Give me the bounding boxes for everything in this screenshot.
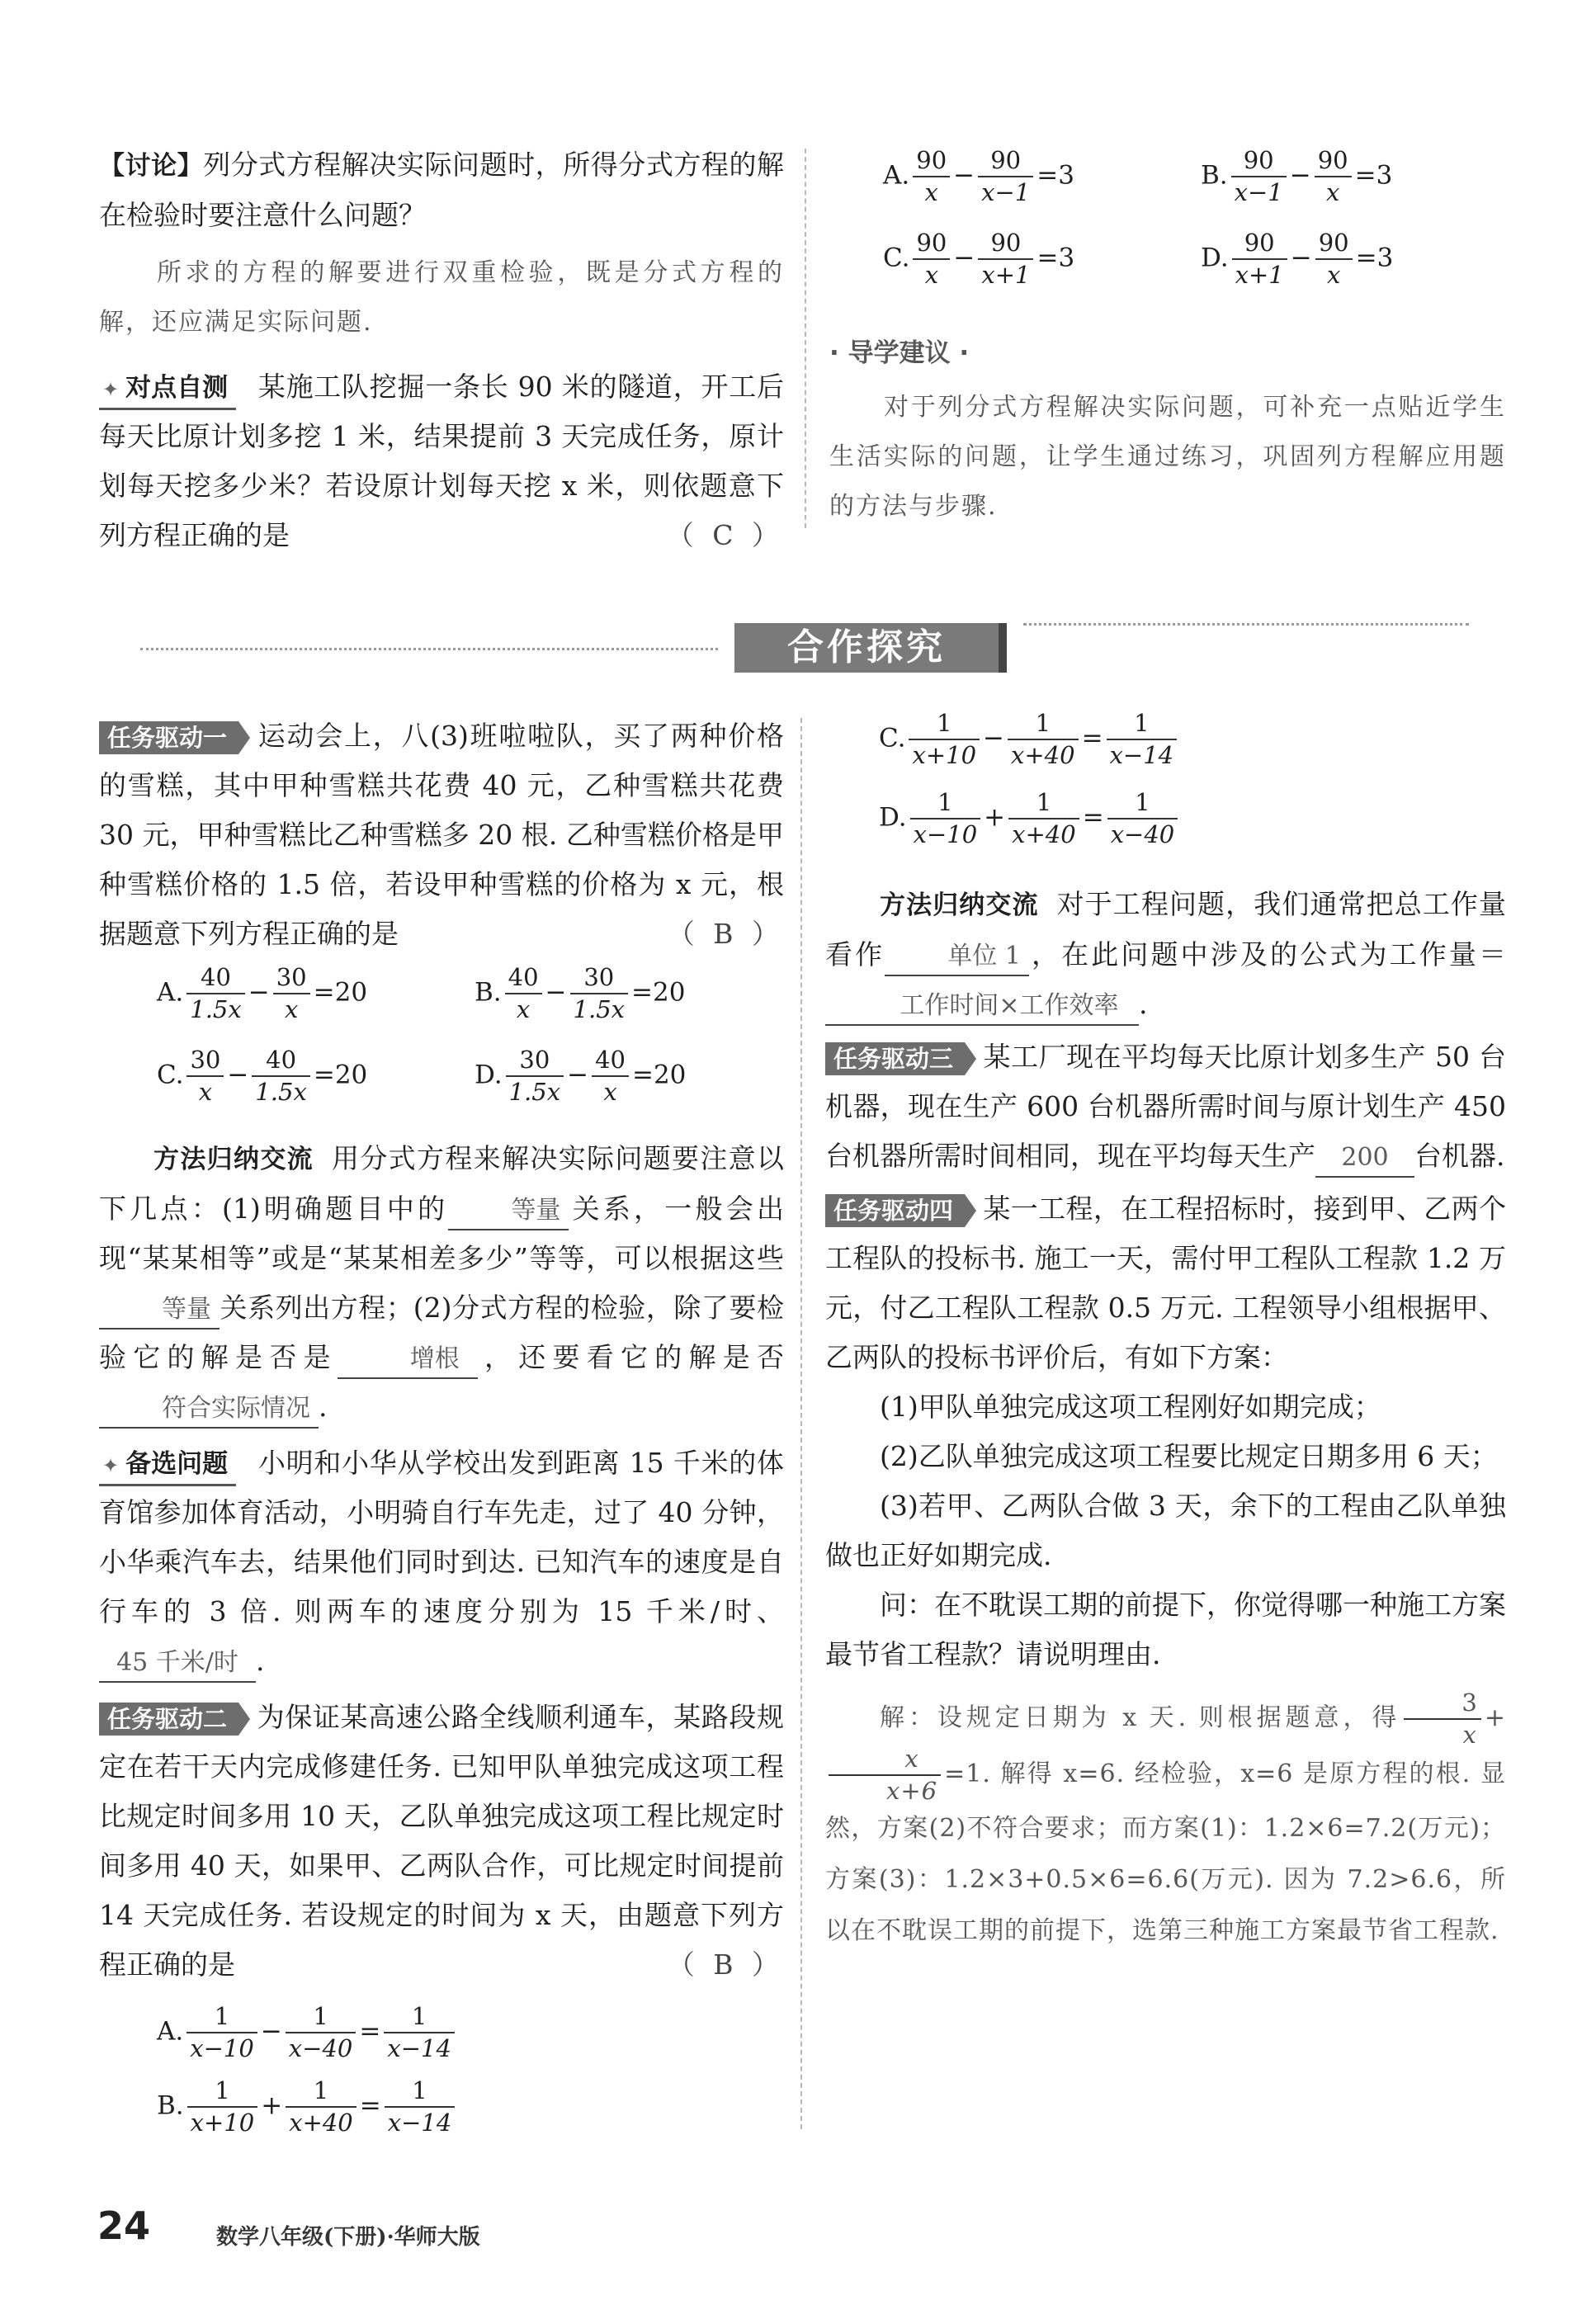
selftest-options-row1 [829, 146, 1506, 231]
task3: 任务驱动三 某工厂现在平均每天比原计划多生产 50 台机器，现在生产 600 台机器所需时间与原计划生产 450 台机器所需时间相同，现在平均每天生产 200 台机器. [825, 1032, 1506, 1181]
task2-option-a: A. $\frac{1}{x-10}$ − $\frac{1}{x-40}$ = $\frac{1}{x-14}$ [99, 2005, 784, 2079]
main-left-column [99, 711, 784, 2153]
task4-plan1: (1)甲队单独完成这项工程刚好如期完成； [880, 1391, 1381, 1423]
selftest-option-d: D. $\frac{90}{x+1}$ − $\frac{90}{x}$ =3 [1201, 229, 1394, 289]
task4-text: 某一工程，在工程招标时，接到甲、乙两个工程队的投标书. 施工一天，需付甲工程队工程款 1.2 万元，付乙工程队工程款 0.5 万元. 工程领导小组根据甲、乙两队的投标书评价后，有如下方案： [825, 1193, 1506, 1373]
task4-question: 问：在不耽误工期的前提下，你觉得哪一种施工方案最节省工程款？请说明理由. [825, 1589, 1506, 1670]
selftest-options-row2 [829, 231, 1506, 314]
top-right-column [829, 146, 1506, 531]
selftest-answer: （ C ） [666, 519, 784, 551]
task1-option-d: D. $\frac{30}{1.5x}$ − $\frac{40}{x}$ =20 [475, 1046, 687, 1106]
task4-plan2: (2)乙队单独完成这项工程要比规定日期多用 6 天； [880, 1440, 1498, 1472]
task2-label: 任务驱动二 [99, 1703, 238, 1736]
page-number: 24 [97, 2203, 151, 2248]
task1-label: 任务驱动一 [99, 721, 238, 754]
task1-option-a: A. $\frac{40}{1.5x}$ − $\frac{30}{x}$ =20 [157, 963, 368, 1023]
star-icon: ✦ [102, 378, 120, 401]
task2-options-left [99, 2002, 784, 2153]
task2-answer: （ B ） [667, 1948, 784, 1981]
discussion-question: 列分式方程解决实际问题时，所得分式方程的解在检验时要注意什么问题？ [99, 149, 785, 231]
column-divider-main [800, 718, 802, 2129]
selftest-option-a: A. $\frac{90}{x}$ − $\frac{90}{x-1}$ =3 [883, 146, 1074, 206]
backup-blank: 45 千米/时 [99, 1645, 256, 1683]
backup-label: ✦ 备选问题 [99, 1446, 236, 1486]
task1-text: 运动会上，八(3)班啦啦队，买了两种价格的雪糕，其中甲种雪糕共花费 40 元，乙种雪糕共花费 30 元，甲种雪糕比乙种雪糕多 20 根. 乙种雪糕价格是甲种雪糕价格的 1.5 倍，若设甲种雪糕的价格为 x 元，根据题意下列方程正确的是 [99, 720, 784, 950]
selftest-text: 某施工队挖掘一条长 90 米的隧道，开工后每天比原计划多挖 1 米，结果提前 3 天完成任务，原计划每天挖多少米？若设原计划每天挖 x 米，则依题意下列方程正确的是 [99, 371, 784, 551]
star-icon: ✦ [102, 1454, 120, 1477]
task1-options-row2 [99, 1048, 784, 1131]
column-divider-top [805, 149, 806, 528]
task2-options-right [825, 711, 1506, 870]
section-header [140, 623, 1477, 673]
selftest-option-b: B. $\frac{90}{x-1}$ − $\frac{90}{x}$ =3 [1201, 146, 1393, 206]
selftest-option-c: C. $\frac{90}{x}$ − $\frac{90}{x+1}$ =3 [883, 229, 1075, 289]
method1-blank4: 符合实际情况 [99, 1391, 319, 1429]
task1 [99, 711, 784, 959]
method1-blank1: 等量 [448, 1193, 569, 1230]
task2 [99, 1693, 784, 1990]
task4-label: 任务驱动四 [825, 1194, 965, 1227]
method2-label: 方法归纳交流 [880, 890, 1039, 920]
backup: ✦ 备选问题 小明和小华从学校出发到距离 15 千米的体育馆参加体育活动，小明骑自行车先走，过了 40 分钟，小华乘汽车去，结果他们同时到达. 已知汽车的速度是自行车的 3 倍. 则两车的速度分别为 15 千米/时、45 千米/时 . [99, 1438, 784, 1686]
method1: 方法归纳交流 用分式方程来解决实际问题要注意以下几点：(1)明确题目中的 等量 关系，一般会出现“某某相等”或是“某某相差多少”等等，可以根据这些等量 关系列出方程；(2)分式方程的检验，除了要检验它的解是否是 增根 ，还要看它的解是否符合实际情况 . [99, 1134, 784, 1432]
method2-blank2: 工作时间×工作效率 [825, 988, 1139, 1026]
discussion [99, 140, 784, 240]
task3-blank: 200 [1315, 1140, 1414, 1178]
top-left-column [99, 140, 784, 560]
task1-answer: （ B ） [667, 918, 784, 950]
task1-option-c: C. $\frac{30}{x}$ − $\frac{40}{1.5x}$ =20 [157, 1046, 368, 1106]
section-line-right [1023, 623, 1469, 626]
selftest-label: ✦ 对点自测 [99, 370, 236, 410]
method1-label: 方法归纳交流 [153, 1145, 314, 1174]
discussion-answer: 所求的方程的解要进行双重检验，既是分式方程的解，还应满足实际问题. [99, 258, 784, 337]
task1-option-b: B. $\frac{40}{x}$ − $\frac{30}{1.5x}$ =20 [475, 963, 686, 1023]
selftest [99, 362, 784, 560]
task3-text: 某工厂现在平均每天比原计划多生产 50 台机器，现在生产 600 台机器所需时间与原计划生产 450 台机器所需时间相同，现在平均每天生产 [825, 1041, 1506, 1172]
method1-blank3: 增根 [338, 1341, 478, 1379]
task2-option-d: D. $\frac{1}{x-10}$ + $\frac{1}{x+40}$ = $\frac{1}{x-40}$ [825, 791, 1506, 870]
task3-label: 任务驱动三 [825, 1042, 965, 1075]
task1-options-row1 [99, 963, 784, 1048]
task2-option-c: C. $\frac{1}{x+10}$ − $\frac{1}{x+40}$ = $\frac{1}{x-14}$ [825, 711, 1506, 791]
method1-blank2: 等量 [99, 1292, 220, 1330]
task4-plan3: (3)若甲、乙两队合做 3 天，余下的工程由乙队单独做也正好如期完成. [825, 1490, 1506, 1571]
discussion-tag: 【讨论】 [99, 151, 204, 181]
method2-blank1: 单位 1 [885, 938, 1029, 976]
guide-text: 对于列分式方程解决实际问题，可补充一点贴近学生生活实际的问题，让学生通过练习，巩固列方程解应用题的方法与步骤. [829, 393, 1506, 521]
task2-option-b: B. $\frac{1}{x+10}$ + $\frac{1}{x+40}$ = $\frac{1}{x-14}$ [99, 2079, 784, 2153]
main-right-column [825, 711, 1506, 1957]
book-title: 数学八年级(下册)·华师大版 [216, 2225, 480, 2250]
task4-solution: 解：设规定日期为 x 天. 则根据题意，得 $\frac{3}{x}$ + $\frac{x}{x+6}$ =1. 解得 x=6. 经检验，x=6 是原方程的根. 显然，方案(2)不符合要求；而方案(1)：1.2×6=7.2(万元)；方案(3)：1.2×3+0.5×6=6.6(万元). 因为 7.2>6.6，所以在不耽误工期的前提下，选第三种施工方案最节省工程款. [825, 1688, 1506, 1945]
method2: 方法归纳交流 对于工程问题，我们通常把总工作量看作 单位 1 ，在此问题中涉及的公式为工作量＝工作时间×工作效率 . [825, 880, 1506, 1029]
task4 [825, 1184, 1506, 1382]
backup-text: 小明和小华从学校出发到距离 15 千米的体育馆参加体育活动，小明骑自行车先走，过了 40 分钟，小华乘汽车去，结果他们同时到达. 已知汽车的速度是自行车的 3 倍. 则两车的速度分别为 15 千米/时、 [99, 1447, 784, 1627]
section-line-left [140, 648, 718, 650]
guide-label: · 导学建议 · [829, 338, 970, 368]
section-title: 合作探究 [734, 623, 1007, 673]
task2-text: 为保证某高速公路全线顺利通车，某路段规定在若干天内完成修建任务. 已知甲队单独完成这项工程比规定时间多用 10 天，乙队单独完成这项工程比规定时间多用 40 天，如果甲、乙两队合作，可比规定时间提前 14 天完成任务. 若设规定的时间为 x 天，由题意下列方程正确的是 [99, 1701, 784, 1981]
